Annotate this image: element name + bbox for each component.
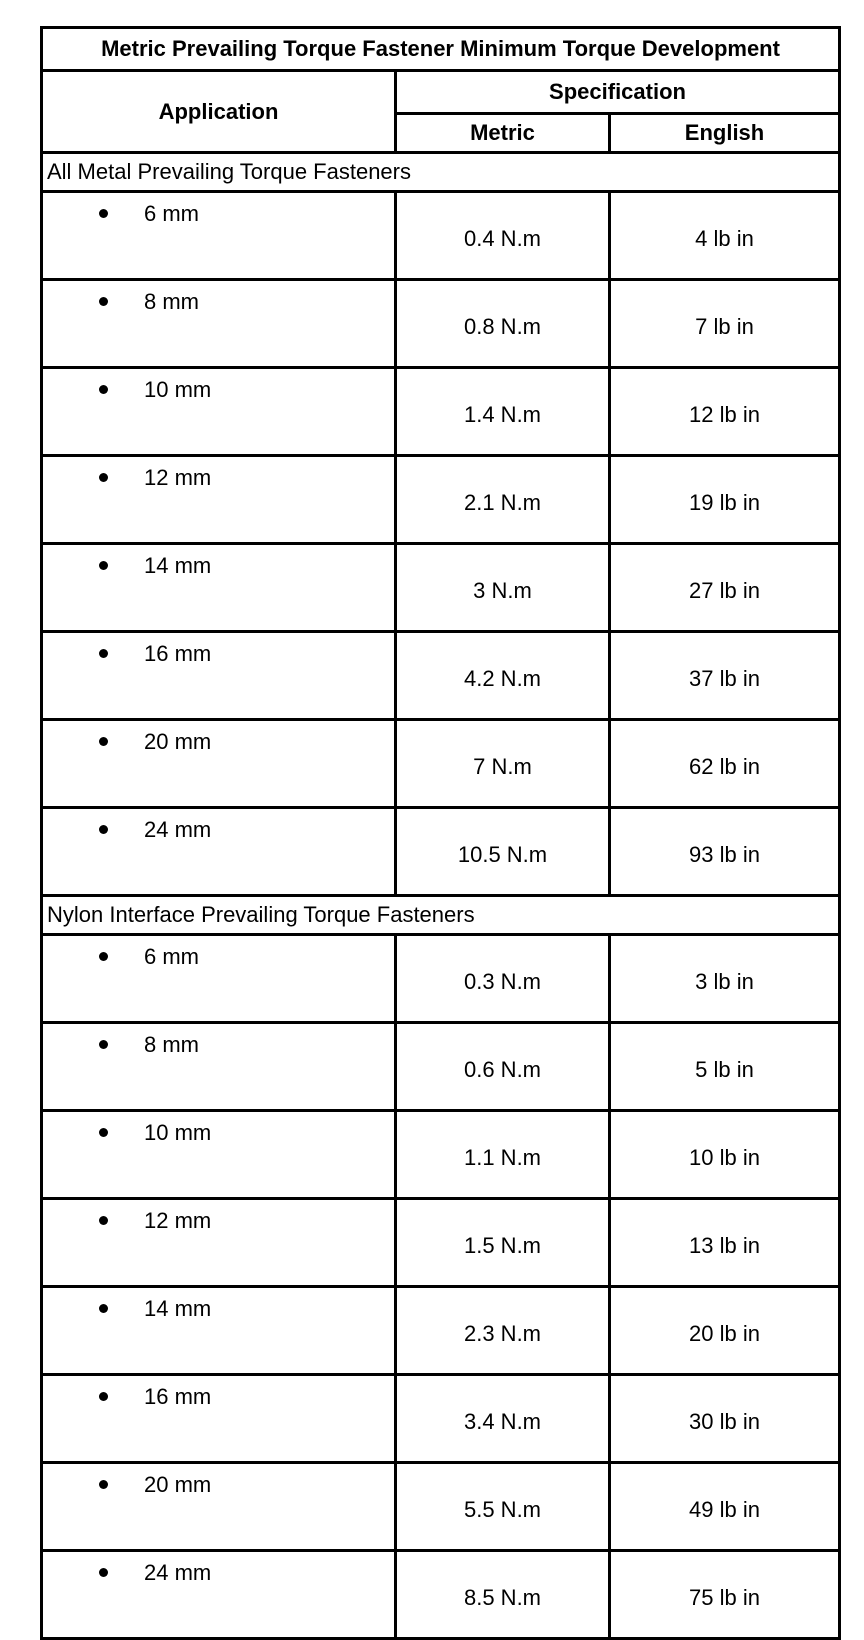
table-row	[42, 808, 840, 896]
metric-value: 0.6 N.m	[396, 1023, 610, 1111]
application-cell	[42, 280, 396, 368]
application-cell	[42, 192, 396, 280]
english-value: 19 lb in	[610, 456, 840, 544]
fastener-size: 20 mm	[144, 729, 212, 754]
bullet-icon	[99, 561, 108, 570]
section-row	[42, 153, 840, 192]
bullet-icon	[99, 209, 108, 218]
english-value: 7 lb in	[610, 280, 840, 368]
english-header: English	[610, 114, 840, 153]
table-row	[42, 544, 840, 632]
table-row	[42, 1551, 840, 1639]
metric-value: 0.3 N.m	[396, 935, 610, 1023]
bullet-icon	[99, 473, 108, 482]
section-heading: All Metal Prevailing Torque Fasteners	[42, 153, 840, 192]
metric-value: 1.1 N.m	[396, 1111, 610, 1199]
application-cell	[42, 1287, 396, 1375]
application-header: Application	[42, 71, 396, 153]
bullet-icon	[99, 737, 108, 746]
fastener-size: 6 mm	[144, 944, 199, 969]
metric-value: 7 N.m	[396, 720, 610, 808]
header-row-1	[42, 71, 840, 114]
fastener-size: 24 mm	[144, 1560, 212, 1585]
fastener-size: 10 mm	[144, 377, 212, 402]
metric-value: 5.5 N.m	[396, 1463, 610, 1551]
application-cell	[42, 368, 396, 456]
english-value: 37 lb in	[610, 632, 840, 720]
application-cell	[42, 544, 396, 632]
bullet-icon	[99, 1392, 108, 1401]
table-row	[42, 720, 840, 808]
bullet-icon	[99, 1040, 108, 1049]
section-row	[42, 896, 840, 935]
table-row	[42, 1199, 840, 1287]
english-value: 10 lb in	[610, 1111, 840, 1199]
fastener-size: 8 mm	[144, 1032, 199, 1057]
table-title: Metric Prevailing Torque Fastener Minimum Torque Development	[42, 28, 840, 71]
application-cell	[42, 1023, 396, 1111]
metric-value: 2.1 N.m	[396, 456, 610, 544]
torque-spec-table	[40, 26, 841, 1640]
table-row	[42, 368, 840, 456]
english-value: 62 lb in	[610, 720, 840, 808]
table-row	[42, 192, 840, 280]
table-row	[42, 1023, 840, 1111]
table-row	[42, 1463, 840, 1551]
application-cell	[42, 456, 396, 544]
metric-value: 4.2 N.m	[396, 632, 610, 720]
metric-value: 8.5 N.m	[396, 1551, 610, 1639]
specification-header: Specification	[396, 71, 840, 114]
table-row	[42, 1287, 840, 1375]
metric-header: Metric	[396, 114, 610, 153]
fastener-size: 12 mm	[144, 1208, 212, 1233]
bullet-icon	[99, 825, 108, 834]
table-row	[42, 632, 840, 720]
application-cell	[42, 1375, 396, 1463]
fastener-size: 14 mm	[144, 553, 212, 578]
bullet-icon	[99, 1216, 108, 1225]
table-row	[42, 935, 840, 1023]
metric-value: 10.5 N.m	[396, 808, 610, 896]
metric-value: 2.3 N.m	[396, 1287, 610, 1375]
bullet-icon	[99, 1304, 108, 1313]
english-value: 3 lb in	[610, 935, 840, 1023]
metric-value: 3 N.m	[396, 544, 610, 632]
bullet-icon	[99, 1128, 108, 1137]
fastener-size: 16 mm	[144, 641, 212, 666]
metric-value: 3.4 N.m	[396, 1375, 610, 1463]
table-body	[42, 153, 840, 1639]
bullet-icon	[99, 385, 108, 394]
english-value: 27 lb in	[610, 544, 840, 632]
application-cell	[42, 1463, 396, 1551]
fastener-size: 14 mm	[144, 1296, 212, 1321]
fastener-size: 20 mm	[144, 1472, 212, 1497]
bullet-icon	[99, 297, 108, 306]
table-row	[42, 1111, 840, 1199]
application-cell	[42, 1551, 396, 1639]
fastener-size: 10 mm	[144, 1120, 212, 1145]
application-cell	[42, 808, 396, 896]
title-row	[42, 28, 840, 71]
fastener-size: 12 mm	[144, 465, 212, 490]
english-value: 20 lb in	[610, 1287, 840, 1375]
english-value: 49 lb in	[610, 1463, 840, 1551]
metric-value: 0.8 N.m	[396, 280, 610, 368]
application-cell	[42, 935, 396, 1023]
metric-value: 1.4 N.m	[396, 368, 610, 456]
bullet-icon	[99, 1480, 108, 1489]
english-value: 12 lb in	[610, 368, 840, 456]
application-cell	[42, 1111, 396, 1199]
fastener-size: 6 mm	[144, 201, 199, 226]
english-value: 13 lb in	[610, 1199, 840, 1287]
english-value: 30 lb in	[610, 1375, 840, 1463]
english-value: 4 lb in	[610, 192, 840, 280]
metric-value: 1.5 N.m	[396, 1199, 610, 1287]
application-cell	[42, 1199, 396, 1287]
fastener-size: 16 mm	[144, 1384, 212, 1409]
application-cell	[42, 720, 396, 808]
table-row	[42, 1375, 840, 1463]
english-value: 93 lb in	[610, 808, 840, 896]
english-value: 75 lb in	[610, 1551, 840, 1639]
metric-value: 0.4 N.m	[396, 192, 610, 280]
table-row	[42, 280, 840, 368]
application-cell	[42, 632, 396, 720]
fastener-size: 24 mm	[144, 817, 212, 842]
bullet-icon	[99, 952, 108, 961]
english-value: 5 lb in	[610, 1023, 840, 1111]
section-heading: Nylon Interface Prevailing Torque Fasteners	[42, 896, 840, 935]
table-row	[42, 456, 840, 544]
bullet-icon	[99, 649, 108, 658]
fastener-size: 8 mm	[144, 289, 199, 314]
bullet-icon	[99, 1568, 108, 1577]
